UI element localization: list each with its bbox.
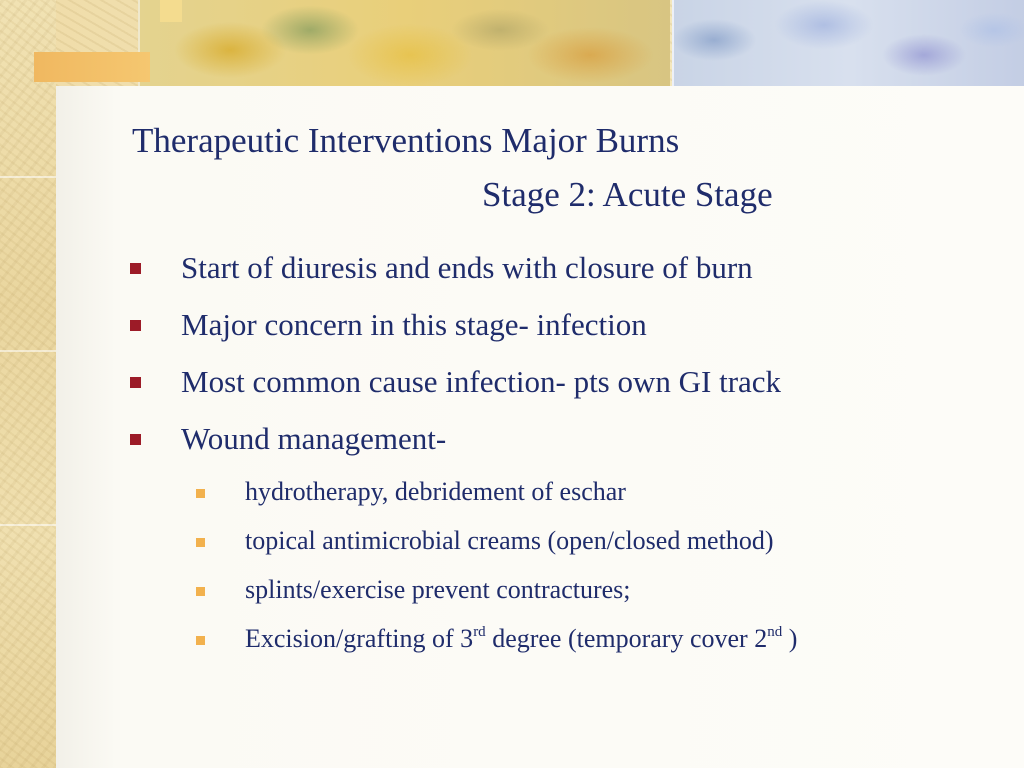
bullet-item (130, 248, 1000, 288)
square-bullet-icon (130, 377, 141, 388)
sub-bullet-text (245, 622, 797, 656)
square-bullet-icon (130, 263, 141, 274)
bullet-text: Most common cause infection- pts own GI track (181, 364, 782, 399)
title-line-1: Therapeutic Interventions Major Burns (132, 121, 680, 160)
square-sub-bullet-icon (196, 489, 205, 498)
bullet-text: Major concern in this stage- infection (181, 307, 647, 342)
strip-seam (0, 350, 56, 352)
strip-seam (0, 176, 56, 178)
leaf-image-panel (138, 0, 670, 86)
square-sub-bullet-icon (196, 636, 205, 645)
bullet-text: Wound management- (181, 421, 447, 456)
square-bullet-icon (130, 434, 141, 445)
sub-bullet-item (196, 622, 1016, 656)
sub-bullet-item (196, 475, 1016, 509)
square-bullet-icon (130, 320, 141, 331)
square-sub-bullet-icon (196, 538, 205, 547)
left-decorative-strip (0, 0, 56, 768)
sub-bullet-item (196, 573, 1016, 607)
excision-text-part: Excision/grafting of 3 (245, 624, 474, 653)
square-sub-bullet-icon (196, 587, 205, 596)
slide-title (132, 114, 892, 222)
title-line-2: Stage 2: Acute Stage (482, 175, 773, 214)
sub-bullet-text: splints/exercise prevent contractures; (245, 575, 631, 604)
bullet-item (130, 362, 1000, 402)
sub-bullet-text: topical antimicrobial creams (open/closed method) (245, 526, 774, 555)
superscript-rd: rd (473, 624, 486, 640)
sub-bullet-text: hydrotherapy, debridement of eschar (245, 477, 626, 506)
excision-text-part: degree (temporary cover 2 (485, 624, 768, 653)
bullet-item (130, 305, 1000, 345)
sub-bullet-item (196, 524, 1016, 558)
bullet-text: Start of diuresis and ends with closure of burn (181, 250, 753, 285)
orange-accent-bar (34, 52, 150, 82)
yellow-accent-square (160, 0, 182, 22)
blue-floral-image-panel (672, 0, 1024, 86)
bullet-item (130, 419, 1000, 459)
excision-text-part: ) (782, 624, 798, 653)
strip-seam (0, 524, 56, 526)
superscript-nd: nd (767, 624, 783, 640)
